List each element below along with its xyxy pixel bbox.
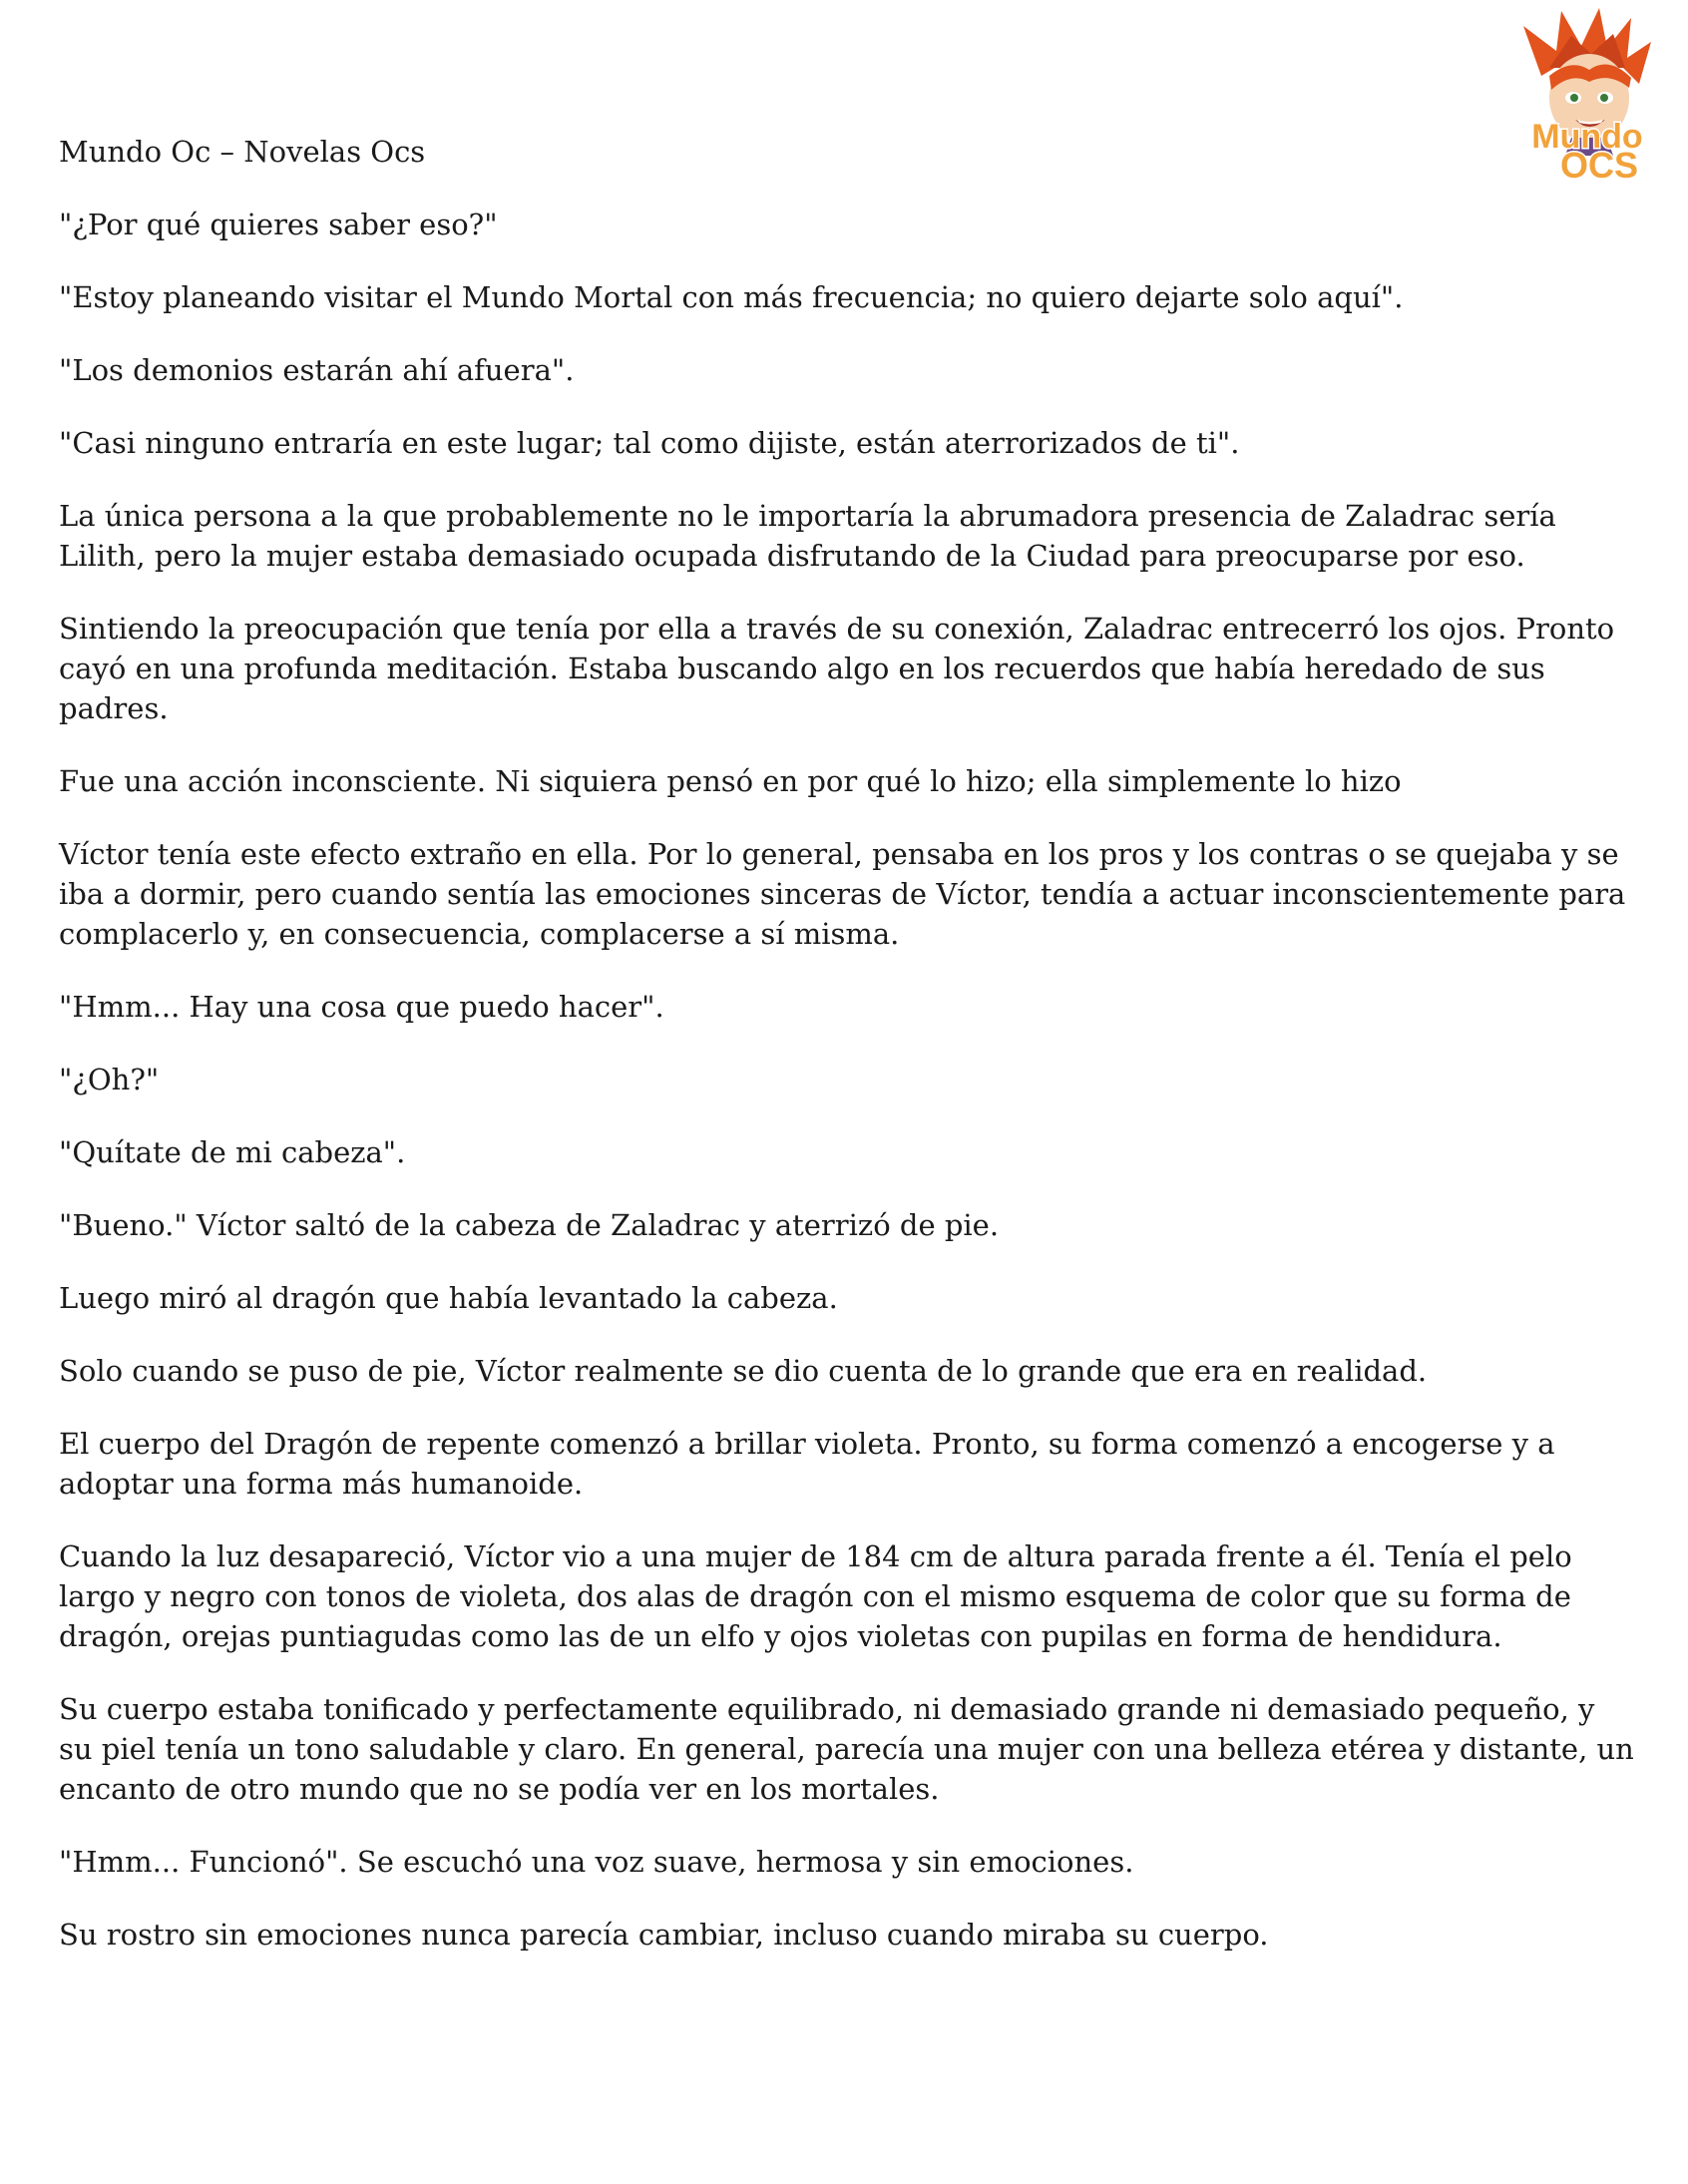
paragraph: "¿Por qué quieres saber eso?": [59, 208, 498, 241]
paragraph: "Quítate de mi cabeza".: [59, 1135, 406, 1169]
paragraph: Solo cuando se puso de pie, Víctor realmente se dio cuenta de lo grande que era en realidad.: [59, 1354, 1428, 1388]
paragraph: "Bueno." Víctor saltó de la cabeza de Zaladrac y aterrizó de pie.: [59, 1208, 1000, 1242]
paragraph: Luego miró al dragón que había levantado la cabeza.: [59, 1281, 838, 1315]
paragraph: "Hmm... Funcionó". Se escuchó una voz suave, hermosa y sin emociones.: [59, 1845, 1134, 1879]
paragraph: El cuerpo del Dragón de repente comenzó a brillar violeta. Pronto, su forma comenzó a encogerse y a adoptar una forma más humanoide.: [59, 1427, 1555, 1501]
paragraph: "Hmm... Hay una cosa que puedo hacer".: [59, 990, 664, 1024]
paragraph: Su rostro sin emociones nunca parecía cambiar, incluso cuando miraba su cuerpo.: [59, 1918, 1269, 1952]
paragraph: Víctor tenía este efecto extraño en ella. Por lo general, pensaba en los pros y los contras o se quejaba y se iba a dormir, pero cuando sentía las emociones sinceras de Víctor, tendía a actuar inconscientemente para complacerlo y, en consecuencia, complacerse a sí misma.: [59, 837, 1626, 951]
paragraph: Cuando la luz desapareció, Víctor vio a una mujer de 184 cm de altura parada frente a él. Tenía el pelo largo y negro con tonos de violeta, dos alas de dragón con el mismo esquema de color que su forma de dragón, orejas puntiagudas como las de un elfo y ojos violetas con pupilas en forma de hendidura.: [59, 1539, 1572, 1653]
paragraph: Fue una acción inconsciente. Ni siquiera pensó en por qué lo hizo; ella simplemente lo hizo: [59, 764, 1402, 798]
paragraph: "Estoy planeando visitar el Mundo Mortal con más frecuencia; no quiero dejarte solo aquí".: [59, 280, 1404, 314]
document-body: [59, 205, 1635, 1987]
logo-text-line1: Mundo: [1531, 118, 1643, 156]
paragraph: Su cuerpo estaba tonificado y perfectamente equilibrado, ni demasiado grande ni demasiado pequeño, y su piel tenía un tono saludable y claro. En general, parecía una mujer con una belleza etérea y distante, un encanto de otro mundo que no se podía ver en los mortales.: [59, 1692, 1634, 1806]
mundo-ocs-logo: [1501, 6, 1673, 184]
paragraph: Sintiendo la preocupación que tenía por ella a través de su conexión, Zaladrac entrecerró los ojos. Pronto cayó en una profunda meditación. Estaba buscando algo en los recuerdos que había heredado de sus padres.: [59, 612, 1615, 725]
page-header-title: Mundo Oc – Novelas Ocs: [59, 135, 426, 169]
logo-text: [1531, 118, 1642, 184]
paragraph: "¿Oh?": [59, 1063, 160, 1096]
paragraph: La única persona a la que probablemente no le importaría la abrumadora presencia de Zaladrac sería Lilith, pero la mujer estaba demasiado ocupada disfrutando de la Ciudad para preocuparse por eso.: [59, 499, 1556, 573]
paragraph: "Casi ninguno entraría en este lugar; tal como dijiste, están aterrorizados de ti".: [59, 426, 1240, 460]
logo-text-line2: OCS: [1559, 145, 1639, 184]
paragraph: "Los demonios estarán ahí afuera".: [59, 353, 575, 387]
